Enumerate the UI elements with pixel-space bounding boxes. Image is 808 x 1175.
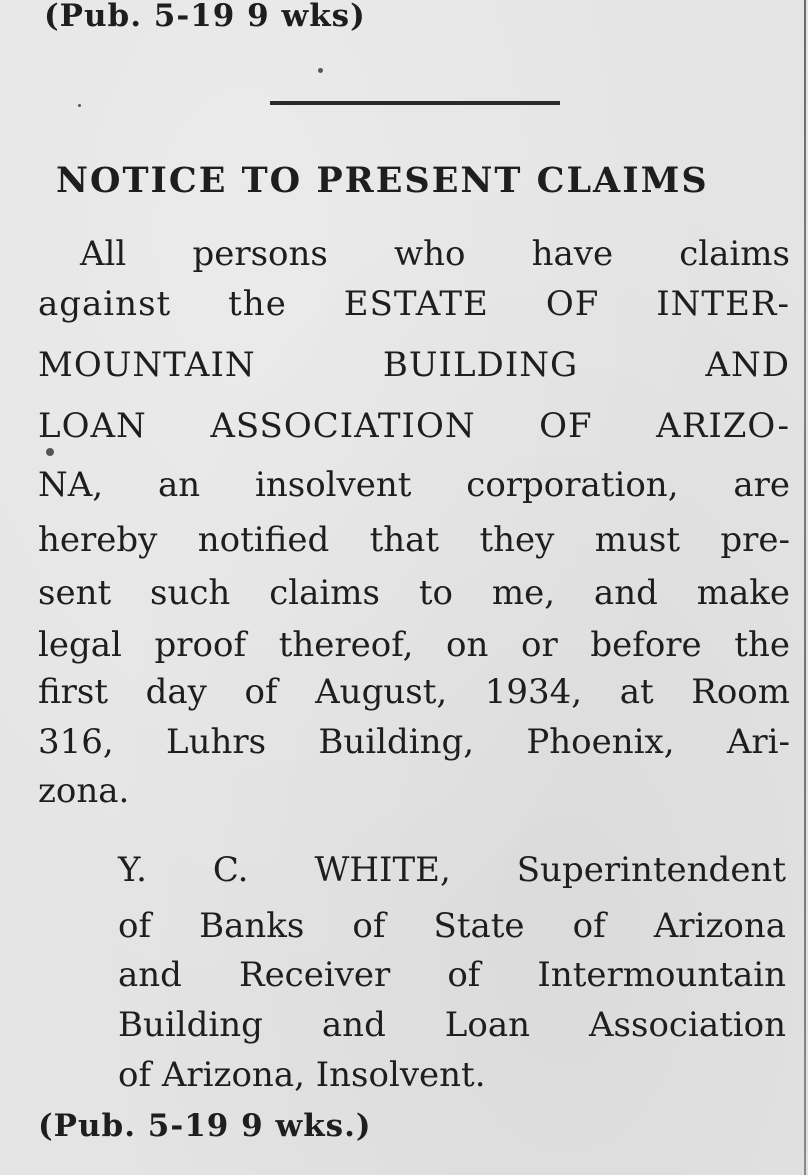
body-line: 316, Luhrs Building, Phoenix, Ari- — [38, 722, 790, 762]
print-speck — [318, 68, 323, 73]
signature-line: of Banks of State of Arizona — [118, 906, 786, 946]
publication-note-top: (Pub. 5-19 9 wks) — [44, 0, 366, 34]
signature-line: Y. C. WHITE, Superintendent — [118, 850, 786, 890]
notice-heading: NOTICE TO PRESENT CLAIMS — [56, 160, 709, 201]
body-line: NA, an insolvent corporation, are — [38, 465, 790, 505]
body-line: sent such claims to me, and make — [38, 573, 790, 613]
print-speck — [46, 448, 54, 456]
clipping-edge-line — [804, 0, 806, 1175]
publication-note-bottom: (Pub. 5-19 9 wks.) — [38, 1108, 372, 1144]
body-line: against the ESTATE OF INTER- — [38, 284, 790, 324]
body-line: legal proof thereof, on or before the — [38, 625, 790, 665]
body-line: hereby notified that they must pre- — [38, 520, 790, 560]
signature-line: and Receiver of Intermountain — [118, 955, 786, 995]
print-speck — [78, 104, 81, 107]
signature-line: Building and Loan Association — [118, 1005, 786, 1045]
separator-rule — [270, 101, 560, 105]
body-line: LOAN ASSOCIATION OF ARIZO- — [38, 406, 790, 446]
signature-line: of Arizona, Insolvent. — [118, 1055, 486, 1095]
body-line: All persons who have claims — [80, 234, 790, 274]
body-line: zona. — [38, 771, 130, 811]
body-line: first day of August, 1934, at Room — [38, 672, 790, 712]
body-line: MOUNTAIN BUILDING AND — [38, 345, 790, 385]
